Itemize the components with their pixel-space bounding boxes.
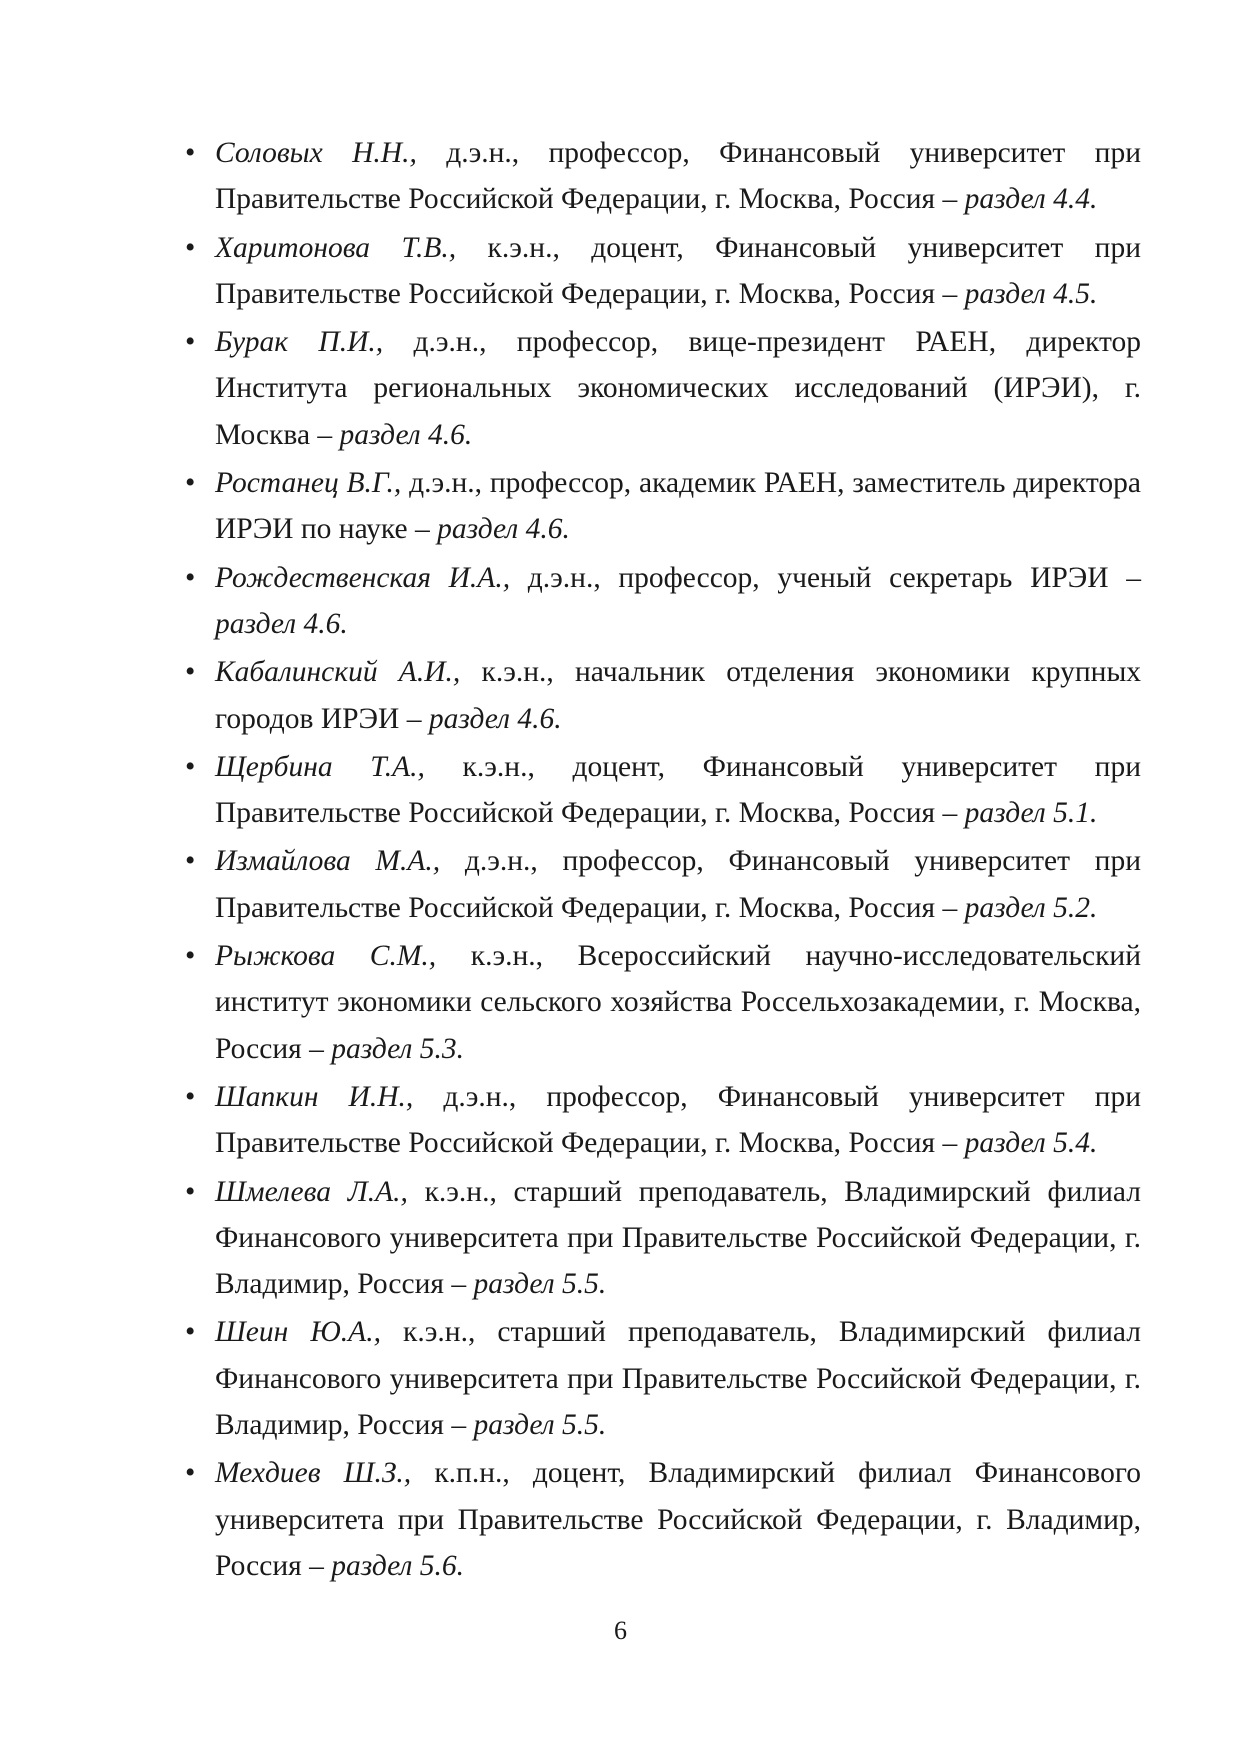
author-section: раздел 4.6.	[339, 418, 473, 451]
author-name: Щербина Т.А.,	[215, 750, 425, 783]
author-item	[185, 555, 1141, 648]
author-name: Шапкин И.Н.,	[215, 1080, 414, 1113]
author-details: д.э.н., профессор, Финансовый университет при Правительстве Российской Федерации, г. Москва, Россия –	[215, 137, 1141, 216]
author-section: раздел 5.6.	[331, 1549, 464, 1582]
author-name: Шеин Ю.А.,	[215, 1316, 381, 1349]
author-name: Рождественская И.А.,	[215, 561, 511, 594]
author-section: раздел 5.5.	[473, 1268, 607, 1301]
author-section: раздел 4.6.	[428, 702, 562, 735]
author-details: д.э.н., профессор, Финансовый университет при Правительстве Российской Федерации, г. Москва, Россия –	[215, 845, 1141, 924]
author-section: раздел 5.5.	[473, 1409, 607, 1442]
author-list	[185, 130, 1141, 1591]
author-section: раздел 5.2.	[964, 891, 1098, 924]
bullet-icon: •	[185, 1080, 196, 1113]
bullet-icon: •	[185, 845, 196, 878]
bullet-icon: •	[185, 1457, 196, 1490]
author-item	[185, 319, 1141, 458]
author-name: Ростанец В.Г.,	[215, 467, 402, 500]
author-section: раздел 5.3.	[331, 1032, 464, 1065]
author-details: к.э.н., начальник отделения экономики крупных городов ИРЭИ –	[215, 656, 1142, 735]
author-name: Шмелева Л.А.,	[215, 1175, 408, 1208]
author-name: Измайлова М.А.,	[215, 845, 441, 878]
author-details: к.э.н., доцент, Финансовый университет при Правительстве Российской Федерации, г. Москва, Россия –	[215, 231, 1141, 310]
author-details: д.э.н., профессор, академик РАЕН, заместитель директора ИРЭИ по науке –	[215, 467, 1142, 546]
author-item	[185, 1074, 1141, 1167]
bullet-icon: •	[185, 1175, 196, 1208]
author-details: д.э.н., профессор, ученый секретарь ИРЭИ –	[510, 561, 1141, 594]
author-item	[185, 1450, 1141, 1589]
author-item	[185, 649, 1141, 742]
author-details: к.п.н., доцент, Владимирский филиал Финансового университета при Правительстве Российской Федерации, г. Владимир, Россия –	[215, 1457, 1141, 1582]
author-name: Мехдиев Ш.З.,	[215, 1457, 412, 1490]
author-item	[185, 460, 1141, 553]
author-item	[185, 1169, 1141, 1308]
bullet-icon: •	[185, 561, 196, 594]
author-details: к.э.н., старший преподаватель, Владимирский филиал Финансового университета при Правительстве Российской Федерации, г. Владимир, Россия –	[215, 1316, 1142, 1442]
bullet-icon: •	[185, 137, 196, 169]
author-section: раздел 4.6.	[437, 513, 570, 546]
author-item	[185, 1309, 1141, 1448]
author-details: к.э.н., старший преподаватель, Владимирский филиал Финансового университета при Правительстве Российской Федерации, г. Владимир, Россия –	[215, 1175, 1141, 1301]
bullet-icon: •	[185, 750, 196, 783]
bullet-icon: •	[185, 940, 196, 973]
author-section: раздел 4.5.	[964, 277, 1098, 310]
author-details: к.э.н., доцент, Финансовый университет при Правительстве Российской Федерации, г. Москва, Россия –	[215, 750, 1142, 830]
author-item	[185, 744, 1141, 837]
author-details: д.э.н., профессор, вице-президент РАЕН, директор Института региональных экономических исследований (ИРЭИ), г. Москва –	[215, 326, 1142, 451]
bullet-icon: •	[185, 467, 196, 500]
author-name: Рыжкова С.М.,	[215, 940, 437, 973]
bullet-icon: •	[185, 1316, 196, 1349]
bullet-icon: •	[185, 231, 196, 264]
author-item	[185, 130, 1141, 223]
author-name: Кабалинский А.И.,	[215, 656, 461, 689]
author-item	[185, 838, 1141, 931]
bullet-icon: •	[185, 656, 196, 689]
author-details: к.э.н., Всероссийский научно-исследовательский институт экономики сельского хозяйства Россельхозакадемии, г. Москва, Россия –	[215, 940, 1141, 1065]
author-name: Соловых Н.Н.,	[215, 137, 417, 169]
author-item	[185, 225, 1141, 318]
author-name: Харитонова Т.В.,	[215, 231, 457, 264]
author-name: Бурак П.И.,	[215, 326, 384, 359]
author-section: раздел 4.4.	[964, 183, 1098, 216]
author-section: раздел 4.6.	[215, 607, 348, 640]
page-number: 6	[614, 1616, 627, 1645]
author-details: д.э.н., профессор, Финансовый университет при Правительстве Российской Федерации, г. Москва, Россия –	[215, 1080, 1142, 1160]
author-item	[185, 933, 1141, 1072]
author-section: раздел 5.1.	[964, 797, 1098, 830]
bullet-icon: •	[185, 326, 196, 359]
author-section: раздел 5.4.	[964, 1127, 1098, 1160]
